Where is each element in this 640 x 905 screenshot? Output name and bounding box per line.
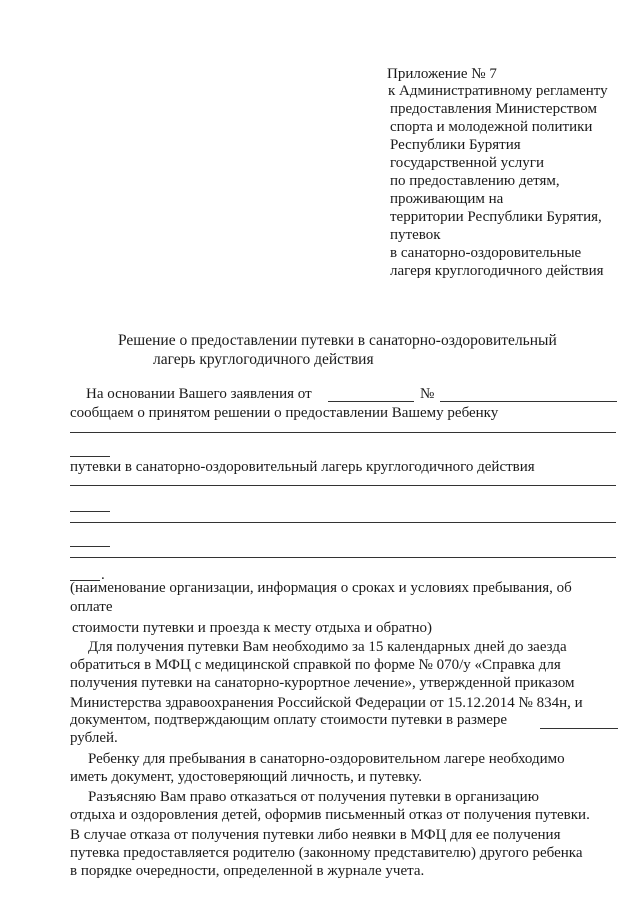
note-line: оплате bbox=[70, 599, 113, 615]
organization-blank-end bbox=[70, 546, 110, 547]
paragraph-line: в порядке очередности, определенной в журнале учета. bbox=[70, 863, 425, 879]
organization-blank bbox=[70, 522, 616, 523]
paragraph-line: рублей. bbox=[70, 730, 118, 746]
paragraph-line: путевка предоставляется родителю (законному представителю) другого ребенка bbox=[70, 845, 583, 861]
organization-blank bbox=[70, 557, 616, 558]
blank-period: . bbox=[101, 567, 105, 583]
amount-blank bbox=[540, 728, 618, 729]
appendix-heading: Приложение № 7 bbox=[387, 66, 497, 82]
note-line: стоимости путевки и проезда к месту отдыха и обратно) bbox=[72, 620, 432, 636]
paragraph-line: документом, подтверждающим оплату стоимости путевки в размере bbox=[70, 712, 508, 728]
appendix-line: в санаторно-оздоровительные bbox=[390, 245, 582, 261]
application-number-blank bbox=[440, 401, 617, 402]
paragraph-line: Разъясняю Вам право отказаться от получения путевки в организацию bbox=[88, 789, 539, 805]
paragraph-line: В случае отказа от получения путевки либо неявки в МФЦ для ее получения bbox=[70, 827, 561, 843]
paragraph-line: отдыха и оздоровления детей, оформив письменный отказ от получения путевки. bbox=[70, 807, 590, 823]
application-date-blank bbox=[328, 401, 414, 402]
appendix-line: лагеря круглогодичного действия bbox=[390, 263, 604, 279]
appendix-line: проживающим на bbox=[390, 191, 504, 207]
paragraph-line: иметь документ, удостоверяющий личность, и путевку. bbox=[70, 769, 423, 785]
organization-blank bbox=[70, 485, 616, 486]
document-title-line1: Решение о предоставлении путевки в санаторно-оздоровительный bbox=[118, 332, 557, 349]
appendix-line: к Административному регламенту bbox=[388, 83, 608, 99]
number-sign: № bbox=[420, 386, 435, 402]
appendix-line: территории Республики Бурятия, bbox=[390, 209, 602, 225]
paragraph-line: Ребенку для пребывания в санаторно-оздоровительном лагере необходимо bbox=[88, 751, 565, 767]
note-line: (наименование организации, информация о сроках и условиях пребывания, об bbox=[70, 580, 572, 596]
appendix-line: предоставления Министерством bbox=[390, 101, 597, 117]
child-name-blank-end bbox=[70, 456, 110, 457]
document-title-line2: лагерь круглогодичного действия bbox=[153, 351, 374, 368]
child-name-blank bbox=[70, 432, 616, 433]
appendix-line: спорта и молодежной политики bbox=[390, 119, 593, 135]
appendix-line: Республики Бурятия bbox=[390, 137, 521, 153]
basis-prefix: На основании Вашего заявления от bbox=[86, 386, 312, 402]
appendix-line: по предоставлению детям, bbox=[390, 173, 560, 189]
paragraph-line: получения путевки на санаторно-курортное лечение», утвержденной приказом bbox=[70, 675, 575, 691]
appendix-line: государственной услуги bbox=[390, 155, 544, 171]
paragraph-line: Для получения путевки Вам необходимо за 15 календарных дней до заезда bbox=[88, 639, 567, 655]
notify-line: сообщаем о принятом решении о предоставлении Вашему ребенку bbox=[70, 405, 499, 421]
organization-blank-end bbox=[70, 511, 110, 512]
appendix-line: путевок bbox=[390, 227, 441, 243]
paragraph-line: обратиться в МФЦ с медицинской справкой по форме № 070/у «Справка для bbox=[70, 657, 561, 673]
voucher-line: путевки в санаторно-оздоровительный лагерь круглогодичного действия bbox=[70, 459, 535, 475]
paragraph-line: Министерства здравоохранения Российской Федерации от 15.12.2014 № 834н, и bbox=[70, 695, 583, 711]
